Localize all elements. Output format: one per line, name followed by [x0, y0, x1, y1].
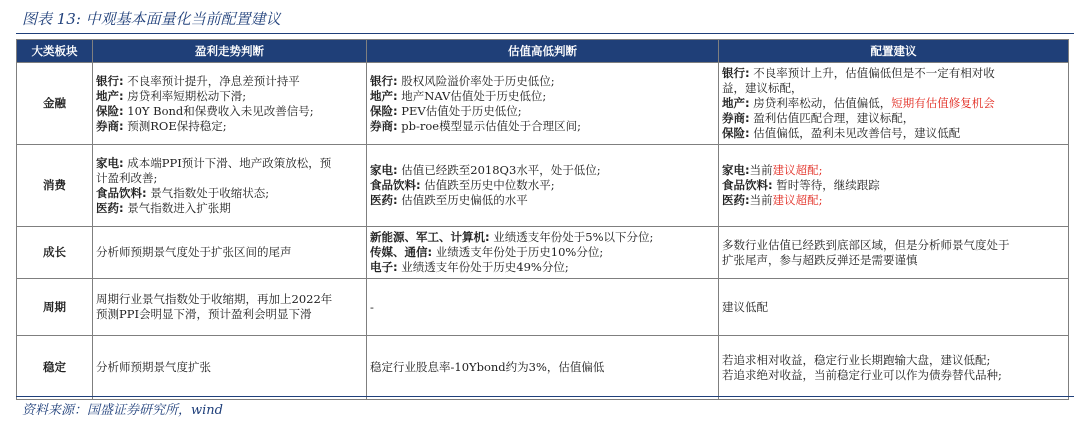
line-label: 银行: — [370, 73, 398, 88]
line-label: 券商: — [722, 111, 750, 125]
advice-line — [722, 96, 1065, 111]
profit-line — [96, 119, 363, 134]
advice-line — [722, 81, 1065, 96]
valuation-line — [370, 74, 715, 89]
line-text: pb-roe模型显示估值处于合理区间; — [397, 118, 581, 133]
source-text: 资料来源：国盛证券研究所，wind — [22, 403, 223, 418]
sector-cell: 周期 — [17, 279, 93, 336]
valuation-cell — [367, 145, 719, 227]
highlight-text: 短期有估值修复机会 — [891, 96, 995, 110]
line-text: 盈利估值匹配合理，建议标配， — [749, 111, 915, 125]
allocation-table — [16, 39, 1069, 400]
line-label: 家电: — [96, 155, 124, 170]
line-text: 估值跌至历史偏低的水平 — [397, 193, 528, 207]
table-row — [17, 63, 1069, 145]
table-row — [17, 145, 1069, 227]
line-text: 预测ROE保持稳定; — [123, 118, 227, 133]
line-text: 益，建议标配， — [722, 81, 803, 95]
header-row — [17, 40, 1069, 63]
profit-cell — [93, 227, 367, 279]
highlight-text: 建议超配; — [772, 193, 823, 207]
line-text: 多数行业估值已经跌到底部区域，但是分析师景气度处于 — [722, 237, 1010, 252]
valuation-line — [370, 300, 715, 315]
line-label: 地产: — [370, 88, 398, 103]
line-text: 若追求相对收益，稳定行业长期跑输大盘，建议低配; — [722, 352, 991, 367]
title-rule — [16, 33, 1074, 34]
advice-line — [722, 300, 1065, 315]
profit-cell — [93, 145, 367, 227]
figure-title — [22, 8, 281, 29]
line-label: 电子: — [370, 260, 398, 274]
profit-line — [96, 292, 363, 307]
profit-cell — [93, 279, 367, 336]
line-text: 暂时等待，继续跟踪 — [772, 178, 880, 192]
valuation-line — [370, 119, 715, 134]
header-sector: 大类板块 — [17, 40, 93, 63]
line-text: 估值已经跌至2018Q3水平，处于低位; — [397, 163, 601, 177]
valuation-line — [370, 245, 715, 260]
advice-line — [722, 126, 1065, 141]
sector-cell: 金融 — [17, 63, 93, 145]
profit-line — [96, 156, 363, 171]
valuation-line — [370, 230, 715, 245]
source-rule — [16, 396, 1074, 397]
valuation-line — [370, 260, 715, 275]
line-text: 当前 — [749, 163, 773, 177]
line-text: 分析师预期景气度处于扩张区间的尾声 — [96, 245, 292, 259]
line-label: 传媒、通信: — [370, 245, 433, 259]
line-text: 稳定行业股息率-10Ybond约为3%，估值偏低 — [370, 360, 605, 374]
sector-cell: 消费 — [17, 145, 93, 227]
profit-line — [96, 74, 363, 89]
line-text: 业绩透支年份处于历史49%分位; — [397, 260, 569, 274]
profit-cell — [93, 336, 367, 400]
profit-line — [96, 89, 363, 104]
line-text: 成本端PPI预计下滑、地产政策放松，预 — [123, 155, 332, 170]
line-label: 地产: — [722, 96, 750, 110]
line-label: 银行: — [96, 73, 124, 88]
line-label: 地产: — [96, 88, 124, 103]
line-text: 业绩透支年份处于5%以下分位; — [489, 230, 654, 244]
advice-line — [722, 253, 1065, 268]
profit-line — [96, 171, 363, 186]
line-text: 扩张尾声，参与超跌反弹还是需要谨慎 — [722, 252, 918, 267]
valuation-cell — [367, 279, 719, 336]
line-label: 食品饮料: — [96, 185, 147, 200]
valuation-line — [370, 360, 715, 375]
table-body — [17, 63, 1069, 400]
advice-cell — [719, 63, 1069, 145]
line-text: 地产NAV估值处于历史低位; — [397, 88, 547, 103]
valuation-line — [370, 163, 715, 178]
advice-line — [722, 163, 1065, 178]
line-text: 不良率预计上升，估值偏低但是不一定有相对收 — [749, 66, 995, 80]
line-text: 计盈利改善; — [96, 170, 158, 185]
advice-line — [722, 193, 1065, 208]
line-text: 若追求绝对收益，当前稳定行业可以作为债券替代品种; — [722, 367, 1002, 382]
profit-cell — [93, 63, 367, 145]
profit-line — [96, 307, 363, 322]
line-label: 医药: — [96, 200, 124, 215]
line-text: 房贷利率松动，估值偏低， — [749, 96, 892, 110]
profit-line — [96, 245, 363, 260]
line-text: PEV估值处于历史低位; — [397, 103, 522, 118]
advice-cell — [719, 145, 1069, 227]
advice-line — [722, 66, 1065, 81]
line-label: 券商: — [96, 118, 124, 133]
advice-line — [722, 111, 1065, 126]
line-label: 家电: — [722, 163, 750, 177]
line-label: 券商: — [370, 118, 398, 133]
line-text: 股权风险溢价率处于历史低位; — [397, 73, 555, 88]
advice-line — [722, 368, 1065, 383]
header-profit: 盈利走势判断 — [93, 40, 367, 63]
source-note — [22, 399, 223, 418]
highlight-text: 建议超配; — [772, 163, 823, 177]
header-valuation: 估值高低判断 — [367, 40, 719, 63]
valuation-cell — [367, 63, 719, 145]
line-text: 景气指数进入扩张期 — [123, 200, 231, 215]
advice-line — [722, 353, 1065, 368]
valuation-line — [370, 193, 715, 208]
profit-line — [96, 104, 363, 119]
line-label: 保险: — [96, 103, 124, 118]
line-text: 业绩透支年份处于历史10%分位; — [432, 245, 604, 259]
advice-line — [722, 238, 1065, 253]
valuation-line — [370, 89, 715, 104]
line-text: - — [370, 299, 374, 314]
line-text: 不良率预计提升，净息差预计持平 — [123, 73, 300, 88]
line-text: 分析师预期景气度扩张 — [96, 360, 211, 374]
advice-line — [722, 178, 1065, 193]
line-text: 10Y Bond和保费收入未见改善信号; — [123, 103, 314, 118]
figure-title-text: 图表 13: 中观基本面量化当前配置建议 — [22, 10, 281, 28]
line-text: 当前 — [749, 193, 773, 207]
line-label: 医药: — [722, 193, 750, 207]
advice-cell — [719, 227, 1069, 279]
profit-line — [96, 201, 363, 216]
valuation-cell — [367, 336, 719, 400]
table-row — [17, 227, 1069, 279]
advice-cell — [719, 279, 1069, 336]
profit-line — [96, 186, 363, 201]
advice-cell — [719, 336, 1069, 400]
valuation-line — [370, 178, 715, 193]
line-text: 预测PPI会明显下滑，预计盈利会明显下滑 — [96, 307, 312, 321]
line-text: 估值跌至历史中位数水平; — [420, 178, 555, 192]
line-text: 建议低配 — [722, 299, 768, 314]
line-label: 家电: — [370, 163, 398, 177]
sector-cell: 成长 — [17, 227, 93, 279]
line-label: 银行: — [722, 66, 750, 80]
line-text: 周期行业景气指数处于收缩期，再加上2022年 — [96, 292, 333, 306]
valuation-cell — [367, 227, 719, 279]
line-label: 保险: — [722, 126, 750, 140]
header-advice: 配置建议 — [719, 40, 1069, 63]
profit-line — [96, 360, 363, 375]
line-label: 新能源、军工、计算机: — [370, 230, 490, 244]
line-text: 估值偏低，盈利未见改善信号，建议低配 — [749, 126, 961, 140]
line-label: 食品饮料: — [370, 178, 421, 192]
line-label: 食品饮料: — [722, 178, 773, 192]
line-text: 房贷利率短期松动下滑; — [123, 88, 247, 103]
table-row — [17, 336, 1069, 400]
line-label: 医药: — [370, 193, 398, 207]
valuation-line — [370, 104, 715, 119]
line-text: 景气指数处于收缩状态; — [146, 185, 270, 200]
table-row — [17, 279, 1069, 336]
sector-cell: 稳定 — [17, 336, 93, 400]
line-label: 保险: — [370, 103, 398, 118]
